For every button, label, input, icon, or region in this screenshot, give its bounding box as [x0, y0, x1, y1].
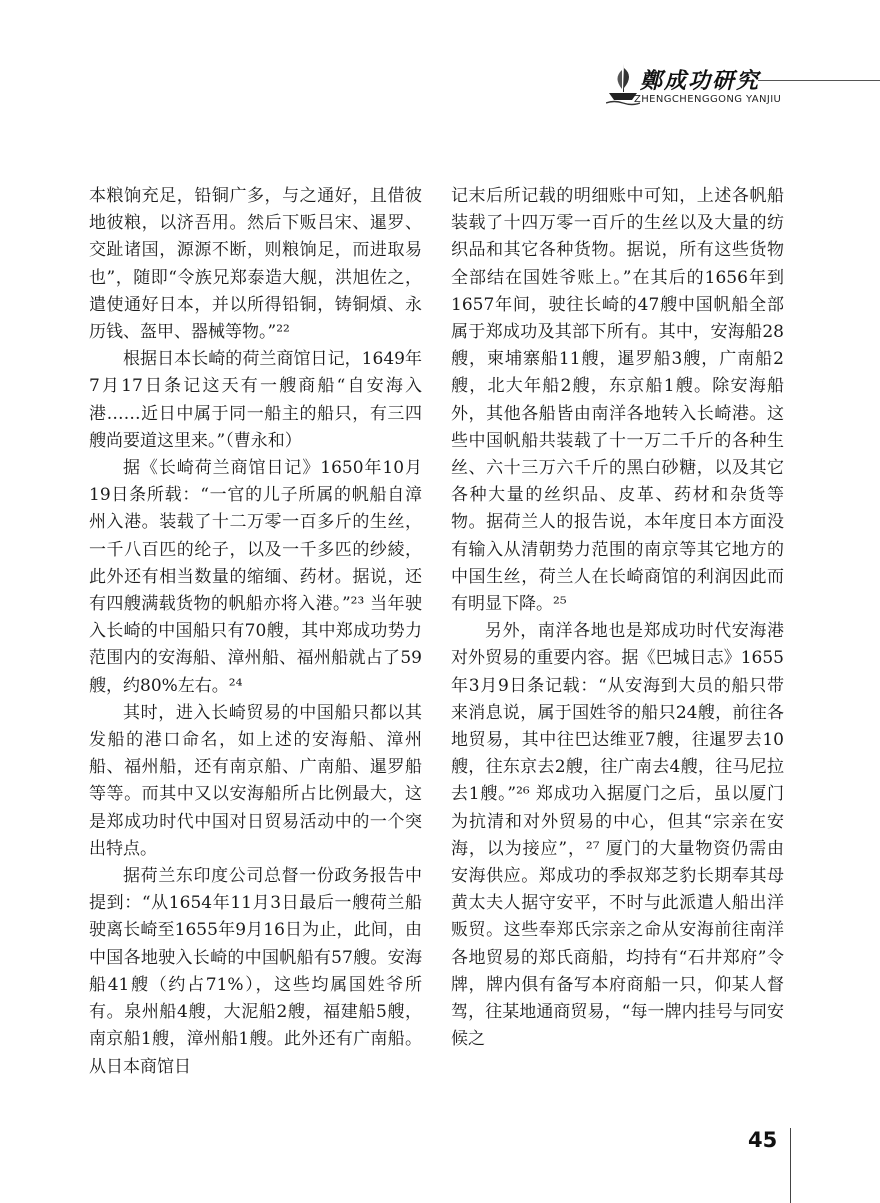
paragraph: 根据日本长崎的荷兰商馆日记，1649年7月17日条记这天有一艘商船“自安海入港……近日中属于同一船主的船只，有三四艘尚要道这里来。”（曹永和）	[89, 349, 422, 451]
paragraph: 记末后所记载的明细账中可知，上述各帆船装载了十四万零一百斤的生丝以及大量的纺织品和其它各种货物。据说，所有这些货物全部结在国姓爷账上。”在其后的1656年到1657年间，驶往长崎的47艘中国帆船全部属于郑成功及其部下所有。其中，安海船28艘，柬埔寨船11艘，暹罗船3艘，广南船2艘，北大年船2艘，东京船1艘。除安海船外，其他各船皆由南洋各地转入长崎港。这些中国帆船共装载了十一万二千斤的各种生丝、六十三万六千斤的黑白砂糖，以及其它各种大量的丝织品、皮革、药材和杂货等物。据荷兰人的报告说，本年度日本方面没有输入从清朝势力范围的南京等其它地方的中国生丝，荷兰人在长崎商馆的利润因此而有明显下降。²⁵	[451, 186, 784, 615]
right-column	[451, 183, 784, 1054]
paragraph: 据《长崎荷兰商馆日记》1650年10月19日条所载：“一官的儿子所属的帆船自漳州入港。装载了十二万零一百多斤的生丝，一千八百匹的纶子，以及一千多匹的纱綾，此外还有相当数量的缩缅、药材。据说，还有四艘满载货物的帆船亦将入港。”²³ 当年驶入长崎的中国船只有70艘，其中郑成功势力范围内的安海船、漳州船、福州船就占了59艘，约80%左右。²⁴	[89, 458, 422, 696]
page-number: 45	[748, 1128, 778, 1152]
journal-title: 鄭成功研究	[640, 69, 761, 94]
page-number-rule	[790, 1128, 791, 1203]
running-header	[598, 60, 880, 112]
left-column	[89, 183, 422, 1081]
paragraph: 其时，进入长崎贸易的中国船只都以其发船的港口命名，如上述的安海船、漳州船、福州船，还有南京船、广南船、暹罗船等等。而其中又以安海船所占比例最大，这是郑成功时代中国对日贸易活动中的一个突出特点。	[89, 702, 422, 859]
paragraph: 另外，南洋各地也是郑成功时代安海港对外贸易的重要内容。据《巴城日志》1655年3月9日条记载：“从安海到大员的船只带来消息说，属于国姓爷的船只24艘，前往各地贸易，其中往巴达维亚7艘，往暹罗去10艘，往东京去2艘，往广南去4艘，往马尼拉去1艘。”²⁶ 郑成功入据厦门之后，虽以厦门为抗清和对外贸易的中心，但其“宗亲在安海，以为接应”，²⁷ 厦门的大量物资仍需由安海供应。郑成功的季叔郑芝豹长期奉其母黄太夫人据守安平，不时与此派遣人船出洋贩贸。这些奉郑氏宗亲之命从安海前往南洋各地贸易的郑氏商船，均持有“石井郑府”令牌，牌内俱有备写本府商船一只，仰某人督驾，往某地通商贸易，“每一牌内挂号与同安候之	[451, 621, 784, 1050]
journal-subtitle: ZHENGCHENGGONG YANJIU	[634, 94, 782, 105]
paragraph: 本粮饷充足，铅铜广多，与之通好，且借彼地彼粮，以济吾用。然后下贩吕宋、暹罗、交趾诸国，源源不断，则粮饷足，而进取易也”，随即“令族兄郑泰造大舰，洪旭佐之，遣使通好日本，并以所得铅铜，铸铜熕、永历钱、盔甲、器械等物。”²²	[89, 186, 422, 343]
paragraph: 据荷兰东印度公司总督一份政务报告中提到：“从1654年11月3日最后一艘荷兰船驶离长崎至1655年9月16日为止，此间，由中国各地驶入长崎的中国帆船有57艘。安海船41艘（约占71%），这些均属国姓爷所有。泉州船4艘，大泥船2艘，福建船5艘，南京船1艘，漳州船1艘。此外还有广南船。从日本商馆日	[89, 866, 422, 1077]
header-rule	[758, 80, 880, 81]
